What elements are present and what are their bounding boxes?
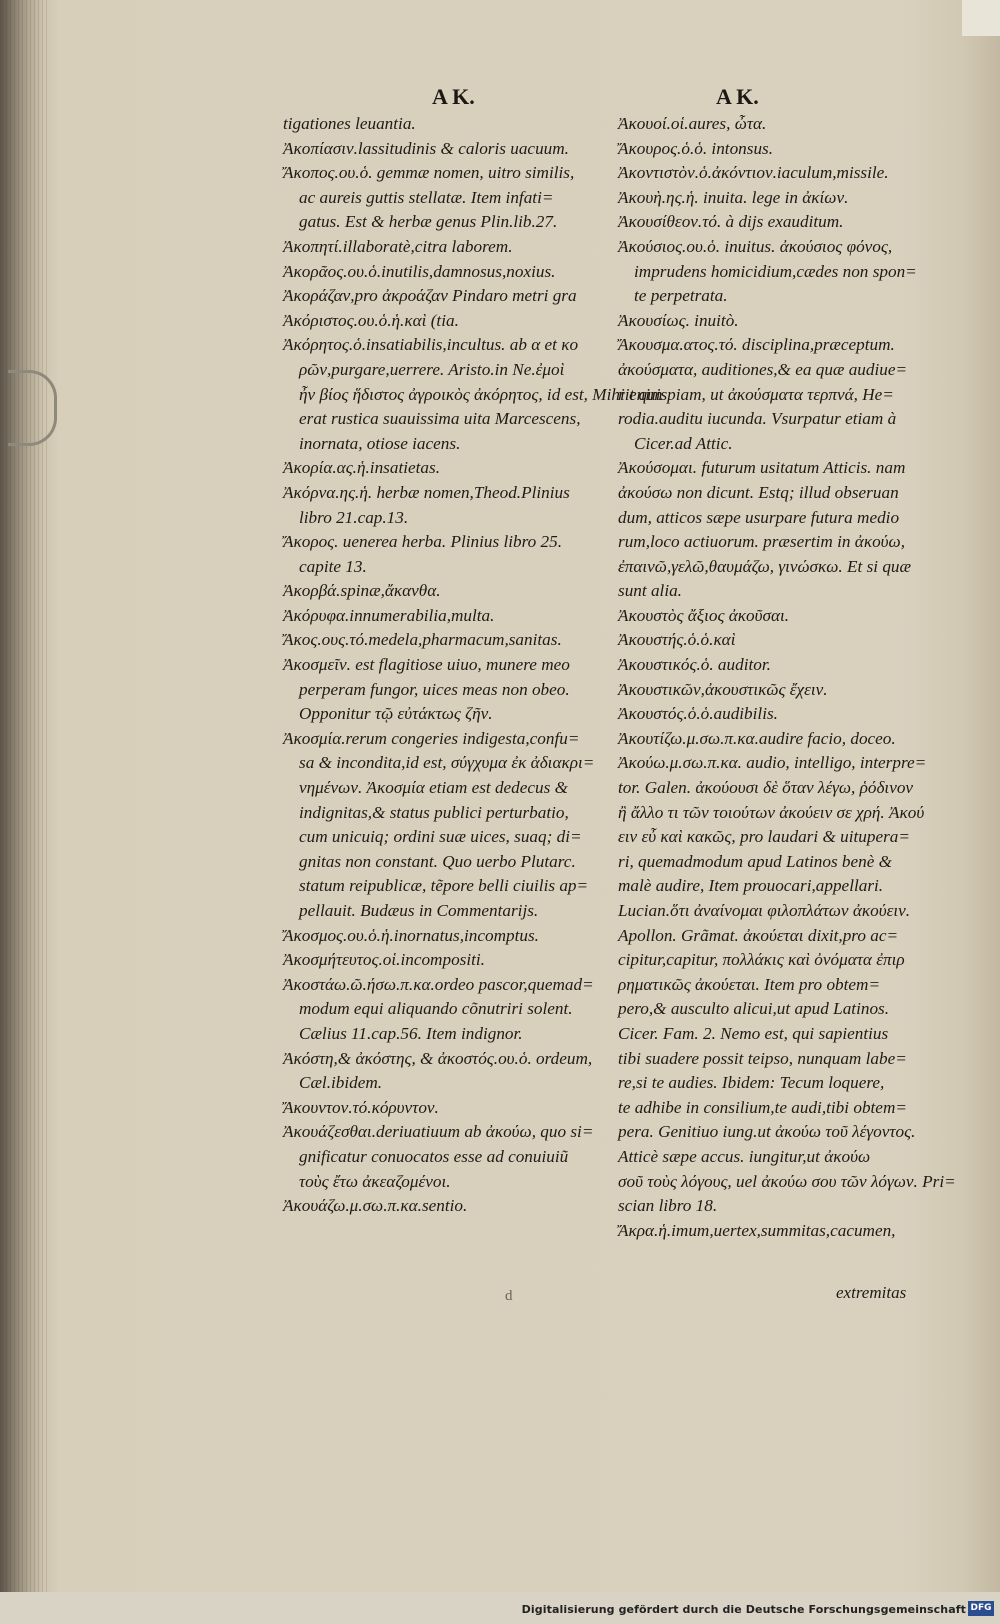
text-line: Ἀκορβά.spinæ,ἄκανθα.	[283, 581, 441, 601]
text-line: Atticè sæpe accus. iungitur,ut ἀκούω	[618, 1146, 871, 1166]
text-line: Ἀκορᾶος.ου.ὁ.inutilis,damnosus,noxius.	[283, 261, 556, 281]
digitization-credit: Digitalisierung gefördert durch die Deutsche Forschungsgemeinschaft	[521, 1603, 966, 1616]
text-line: Ἀκουτίζω.μ.σω.π.κα.audire facio, doceo.	[618, 728, 896, 748]
text-line: Ἀκουστικῶν,ἀκουστικῶς ἔχειν.	[618, 679, 828, 699]
text-line: imprudens homicidium,cædes non spon=	[634, 261, 917, 281]
text-line: ρηματικῶς ἀκούεται. Item pro obtem=	[618, 974, 881, 994]
text-line: ρῶν,purgare,uerrere. Aristo.in Ne.ἐμοὶ	[299, 359, 565, 379]
text-line: ἦν βίος ἥδιστος ἀγροικὸς ἀκόρητος, id est, Mihi enim	[299, 384, 663, 404]
signature-mark: d	[505, 1288, 513, 1304]
text-line: νημένων. Ἀκοσμία etiam est dedecus &	[299, 778, 568, 798]
text-line: modum equi aliquando cõnutriri solent.	[299, 999, 573, 1019]
text-line: ἀκούσματα, auditiones,& ea quæ audiue=	[618, 359, 908, 379]
text-line: Ἀκόρνα.ης.ἡ. herbæ nomen,Theod.Plinius	[283, 482, 570, 502]
text-line: malè audire, Item prouocari,appellari.	[618, 876, 884, 896]
text-line: indignitas,& status publici perturbatio,	[299, 802, 569, 822]
page-fore-edge	[6, 0, 48, 1624]
text-line: statum reipublicæ, tẽpore belli ciuilis ap=	[299, 876, 589, 896]
text-line: Ἀκοντιστὸν.ὁ.ἀκόντιον.iaculum,missile.	[618, 163, 889, 183]
text-line: Lucian.ὅτι ἀναίνομαι φιλοπλάτων ἀκούειν.	[618, 901, 911, 920]
text-line: Ἄκοσμος.ου.ὁ.ἡ.inornatus,incomptus.	[283, 925, 539, 945]
text-line: sa & incondita,id est, σύγχυμα ἐκ ἀδιακρι=	[299, 753, 595, 773]
text-line: pera. Genitiuo iung.ut ἀκούω τοῦ λέγοντος.	[618, 1122, 916, 1142]
text-line: Ἀκούσιος.ου.ὁ. inuitus. ἀκούσιος φόνος,	[618, 236, 893, 256]
text-line: ac aureis guttis stellatæ. Item infati=	[299, 187, 554, 207]
text-line: Ἀκόρητος.ὁ.insatiabilis,incultus. ab α et κο	[283, 335, 579, 355]
text-line: Ἀκουάζω.μ.σω.π.κα.sentio.	[283, 1196, 468, 1216]
text-line: rodia.auditu iucunda. Vsurpatur etiam à	[618, 409, 897, 429]
text-line: tibi suadere possit teipso, nunquam labe=	[618, 1048, 907, 1068]
text-line: dum, atticos sæpe usurpare futura medio	[618, 507, 900, 527]
running-head-left: A K.	[432, 84, 475, 109]
text-line: Ἀκοράζαν,pro ἀκροάζαν Pindaro metri gra	[283, 286, 577, 306]
text-line: ἀκούσω non dicunt. Estq; illud obseruan	[618, 482, 899, 502]
text-line: ειν εὖ καὶ κακῶς, pro laudari & uitupera=	[618, 827, 910, 847]
text-line: Ἄκος.ους.τό.medela,pharmacum,sanitas.	[283, 630, 562, 650]
text-line: Ἀκούσομαι. futurum usitatum Atticis. nam	[618, 458, 906, 478]
text-line: Ἄκουσμα.ατος.τό. disciplina,præceptum.	[618, 335, 895, 355]
text-line: Ἀκουστής.ὁ.ὁ.καὶ	[618, 630, 736, 650]
text-line: Ἀκόρυφα.innumerabilia,multa.	[283, 605, 495, 625]
text-line: libro 21.cap.13.	[299, 507, 409, 527]
text-line: Ἄκορος. uenerea herba. Plinius libro 25.	[283, 532, 563, 552]
text-line: Ἀκοσμία.rerum congeries indigesta,confu=	[283, 728, 580, 748]
right-column	[618, 112, 956, 1243]
text-line: erat rustica suauissima uita Marcescens,	[299, 409, 581, 429]
text-line: inornata, otiose iacens.	[299, 433, 461, 453]
text-line: Ἀκοπίασιν.lassitudinis & caloris uacuum.	[283, 138, 569, 158]
dfg-logo: DFG	[968, 1601, 994, 1616]
text-line: tigationes leuantia.	[283, 114, 416, 133]
text-line: te perpetrata.	[634, 286, 728, 306]
text-line: Ἄκουντον.τό.κόρυντον.	[283, 1097, 439, 1117]
text-line: re,si te audies. Ibidem: Tecum loquere,	[618, 1073, 885, 1093]
text-line: perperam fungor, uices meas non obeo.	[299, 679, 570, 699]
text-line: Ἀκοσμήτευτος.οἱ.incompositi.	[283, 950, 485, 970]
text-line: Ἀκουάζεσθαι.deriuatiuum ab ἀκούω, quo si=	[283, 1122, 594, 1142]
text-line: gatus. Est & herbæ genus Plin.lib.27.	[299, 212, 558, 232]
text-line: ἐπαινῶ,γελῶ,θαυμάζω, γινώσκω. Et si quæ	[618, 556, 911, 576]
text-line: Ἀκόριστος.ου.ὁ.ἡ.καὶ (tia.	[283, 310, 459, 330]
text-line: Ἀκουοί.οἱ.aures, ὦτα.	[618, 114, 767, 133]
page-clasp	[8, 370, 57, 446]
text-line: gnitas non constant. Quo uerbo Plutarc.	[299, 851, 576, 871]
text-line: Cicer.ad Attic.	[634, 433, 733, 453]
text-line: cipitur,capitur, πολλάκις καὶ ὀνόματα ἐπιρ	[618, 950, 905, 970]
text-line: cum unicuiq; ordini suæ uices, suaq; di=	[299, 827, 582, 847]
text-line: Opponitur τῷ εὐτάκτως ζῆν.	[299, 704, 493, 724]
text-line: Apollon. Grãmat. ἀκούεται dixit,pro ac=	[618, 925, 899, 945]
text-line: rum,loco actiuorum. præsertim in ἀκούω,	[618, 532, 905, 552]
text-line: Ἀκουστὸς ἄξιος ἀκοῦσαι.	[618, 605, 790, 625]
text-line: Cæl.ibidem.	[299, 1073, 383, 1093]
text-line: Ἀκοπητί.illaboratè,citra laborem.	[283, 236, 513, 256]
text-line: te adhibe in consilium,te audi,tibi obtem=	[618, 1097, 907, 1117]
text-line: Ἀκορία.ας.ἡ.insatietas.	[283, 458, 440, 478]
scan-corner	[962, 0, 1000, 36]
text-line: pero,& ausculto alicui,ut apud Latinos.	[618, 999, 890, 1019]
text-line: Ἄκοπος.ου.ὁ. gemmæ nomen, uitro similis,	[283, 163, 575, 183]
text-line: rit quispiam, ut ἀκούσματα τερπνά, He=	[618, 384, 894, 404]
text-line: σοῦ τοὺς λόγους, uel ἀκούω σου τῶν λόγων. Pri=	[618, 1171, 956, 1191]
text-line: Cicer. Fam. 2. Nemo est, qui sapientius	[618, 1023, 889, 1043]
text-line: Ἄκρα.ἡ.imum,uertex,summitas,cacumen,	[618, 1220, 896, 1240]
text-line: Cælius 11.cap.56. Item indignor.	[299, 1023, 523, 1043]
text-line: Ἀκουστικός.ὁ. auditor.	[618, 655, 771, 675]
text-line: gnificatur conuocatos esse ad conuiuiũ	[299, 1146, 569, 1166]
text-line: Ἀκουσίθεον.τό. à dijs exauditum.	[618, 212, 844, 232]
text-line: sunt alia.	[618, 581, 682, 601]
text-line: Ἀκουσίως. inuitò.	[618, 310, 739, 330]
text-line: capite 13.	[299, 556, 367, 576]
text-line: ri, quemadmodum apud Latinos benè &	[618, 851, 893, 871]
catchword: extremitas	[836, 1283, 907, 1302]
running-head-right: A K.	[716, 84, 759, 109]
text-line: scian libro 18.	[618, 1196, 718, 1216]
text-line: Ἀκόστη,& ἀκόστης, & ἀκοστός.ου.ὁ. ordeum,	[283, 1048, 593, 1068]
text-line: Ἄκουρος.ὁ.ὁ. intonsus.	[618, 138, 774, 158]
text-line: τοὺς ἔτω ἀκεαζομένοι.	[299, 1171, 451, 1191]
text-line: Ἀκουὴ.ης.ἡ. inuita. lege in ἀκίων.	[618, 187, 849, 207]
text-line: ἢ ἄλλο τι τῶν τοιούτων ἀκούειν σε χρή. Ἀκού	[618, 802, 925, 822]
text-line: Ἀκοσμεῖν. est flagitiose uiuo, munere meo	[283, 655, 570, 675]
text-line: Ἀκοστάω.ῶ.ήσω.π.κα.ordeo pascor,quemad=	[283, 974, 594, 994]
text-line: tor. Galen. ἀκούουσι δὲ ὅταν λέγω, ῥόδινον	[618, 778, 914, 798]
text-line: Ἀκουστός.ὁ.ὁ.audibilis.	[618, 704, 778, 724]
text-line: Ἀκούω.μ.σω.π.κα. audio, intelligo, interpre=	[618, 753, 927, 773]
text-line: pellauit. Budæus in Commentarijs.	[299, 901, 539, 920]
